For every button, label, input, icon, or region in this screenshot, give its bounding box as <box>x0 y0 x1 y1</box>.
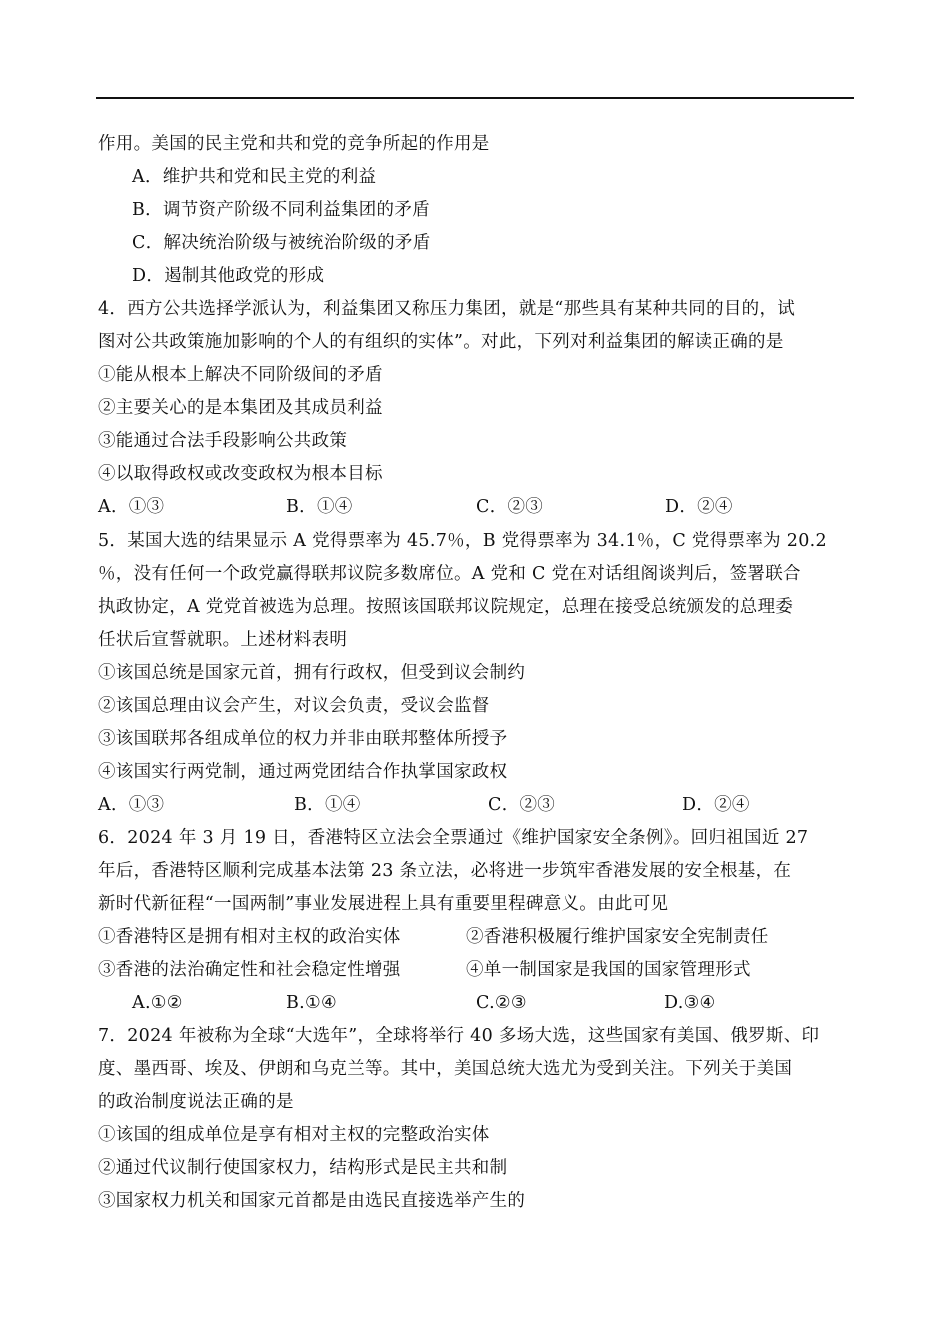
q6-choices-row <box>132 991 892 1015</box>
q5-choice-c: C．②③ <box>488 795 556 815</box>
q5-choice-a: A．①③ <box>98 795 165 815</box>
q3-option-d: D．遏制其他政党的形成 <box>132 266 325 286</box>
q6-statement-4: ④单一制国家是我国的国家管理形式 <box>466 960 751 980</box>
q6-choice-c: C.②③ <box>476 993 527 1013</box>
q7-statement-1: ①该国的组成单位是享有相对主权的完整政治实体 <box>98 1125 490 1145</box>
header-rule <box>96 97 854 99</box>
q4-stem-line: 4．西方公共选择学派认为，利益集团又称压力集团，就是“那些具有某种共同的目的，试 <box>98 299 796 319</box>
q3-option-a: A．维护共和党和民主党的利益 <box>132 167 377 187</box>
q6-stem-line: 年后，香港特区顺利完成基本法第 23 条立法，必将进一步筑牢香港发展的安全根基，在 <box>98 861 792 881</box>
q7-statement-2: ②通过代议制行使国家权力，结构形式是民主共和制 <box>98 1158 508 1178</box>
q5-choices-row <box>98 793 858 817</box>
q3-option-b: B．调节资产阶级不同利益集团的矛盾 <box>132 200 430 220</box>
q5-statement-2: ②该国总理由议会产生，对议会负责，受议会监督 <box>98 696 490 716</box>
q6-stem-line: 6．2024 年 3 月 19 日，香港特区立法会全票通过《维护国家安全条例》。回归祖国近 27 <box>98 828 809 848</box>
q3-option-c: C．解决统治阶级与被统治阶级的矛盾 <box>132 233 431 253</box>
q6-statements-row <box>98 958 858 982</box>
q6-statement-2: ②香港积极履行维护国家安全宪制责任 <box>466 927 769 947</box>
q5-stem-line: 任状后宣誓就职。上述材料表明 <box>98 630 348 650</box>
q7-stem-line: 7．2024 年被称为全球“大选年”，全球将举行 40 多场大选，这些国家有美国、俄罗斯、印 <box>98 1026 820 1046</box>
q5-statement-3: ③该国联邦各组成单位的权力并非由联邦整体所授予 <box>98 729 508 749</box>
q4-choice-a: A．①③ <box>98 497 165 517</box>
q4-statement-2: ②主要关心的是本集团及其成员利益 <box>98 398 383 418</box>
q7-stem-line: 度、墨西哥、埃及、伊朗和乌克兰等。其中，美国总统大选尤为受到关注。下列关于美国 <box>98 1059 793 1079</box>
q7-stem-line: 的政治制度说法正确的是 <box>98 1092 294 1112</box>
q6-statement-3: ③香港的法治确定性和社会稳定性增强 <box>98 960 401 980</box>
q4-statement-1: ①能从根本上解决不同阶级间的矛盾 <box>98 365 383 385</box>
q5-choice-d: D．②④ <box>682 795 750 815</box>
q4-choice-b: B．①④ <box>286 497 353 517</box>
q4-statement-4: ④以取得政权或改变政权为根本目标 <box>98 464 383 484</box>
q5-stem-line: 执政协定，A 党党首被选为总理。按照该国联邦议院规定，总理在接受总统颁发的总理委 <box>98 597 794 617</box>
q6-statement-1: ①香港特区是拥有相对主权的政治实体 <box>98 927 401 947</box>
q6-stem-line: 新时代新征程“一国两制”事业发展进程上具有重要里程碑意义。由此可见 <box>98 894 669 914</box>
q4-choice-c: C．②③ <box>476 497 544 517</box>
q3-stem-continuation: 作用。美国的民主党和共和党的竞争所起的作用是 <box>98 134 490 154</box>
q6-choice-b: B.①④ <box>286 993 337 1013</box>
q4-stem-line: 图对公共政策施加影响的个人的有组织的实体”。对此，下列对利益集团的解读正确的是 <box>98 332 784 352</box>
q5-stem-line: ％，没有任何一个政党赢得联邦议院多数席位。A 党和 C 党在对话组阁谈判后，签署联合 <box>98 564 801 584</box>
q4-statement-3: ③能通过合法手段影响公共政策 <box>98 431 348 451</box>
q5-choice-b: B．①④ <box>294 795 361 815</box>
q4-choice-d: D．②④ <box>665 497 733 517</box>
q5-stem-line: 5．某国大选的结果显示 A 党得票率为 45.7％，B 党得票率为 34.1％，C 党得票率为 20.2 <box>98 531 827 551</box>
q6-choice-a: A.①② <box>132 993 183 1013</box>
q6-statements-row <box>98 925 858 949</box>
q7-statement-3: ③国家权力机关和国家元首都是由选民直接选举产生的 <box>98 1191 526 1211</box>
q6-choice-d: D.③④ <box>664 993 716 1013</box>
q5-statement-1: ①该国总统是国家元首，拥有行政权，但受到议会制约 <box>98 663 526 683</box>
q4-choices-row <box>98 495 858 519</box>
q5-statement-4: ④该国实行两党制，通过两党团结合作执掌国家政权 <box>98 762 508 782</box>
